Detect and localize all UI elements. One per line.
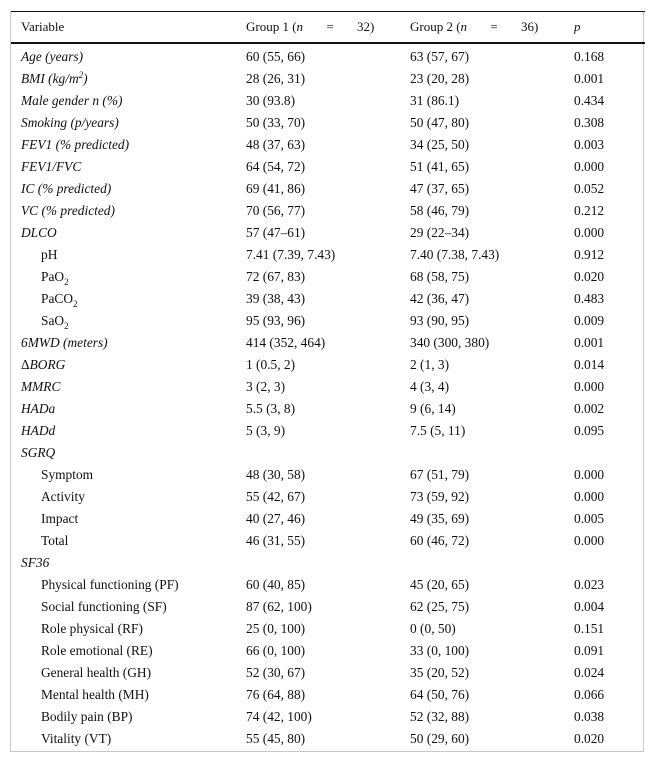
table-row: [11, 178, 645, 200]
row-group1-value: 7.41 (7.39, 7.43): [246, 247, 336, 262]
row-p-value: 0.308: [574, 115, 605, 130]
row-p-value: 0.020: [574, 269, 605, 284]
row-p-value: 0.002: [574, 401, 605, 416]
row-group1-value: 76 (64, 88): [246, 687, 306, 702]
table-header-row: [11, 12, 645, 44]
row-group2-value: 58 (46, 79): [410, 203, 470, 218]
table-row: [11, 43, 645, 68]
row-group1-value: 50 (33, 70): [246, 115, 306, 130]
row-p-value: 0.483: [574, 291, 605, 306]
row-group2-value: 7.5 (5, 11): [410, 423, 466, 438]
comparison-table: [11, 11, 645, 750]
row-p-value: 0.020: [574, 731, 605, 746]
row-label: FEV1 (% predicted): [21, 137, 130, 152]
row-label: DLCO: [21, 225, 57, 240]
row-group2-value: 63 (57, 67): [410, 49, 470, 64]
row-group1-value: [236, 552, 400, 574]
row-group2-value: 67 (51, 79): [410, 467, 470, 482]
table-row: [11, 68, 645, 90]
row-label: pH: [41, 247, 58, 262]
header-p: p: [564, 12, 645, 44]
row-label: VC (% predicted): [21, 203, 115, 218]
row-label: Mental health (MH): [41, 687, 149, 702]
data-table-container: [10, 11, 644, 752]
row-p-value: 0.038: [574, 709, 605, 724]
row-p-value: 0.001: [574, 335, 605, 350]
row-group2-value: 31 (86.1): [410, 93, 460, 108]
row-label: Smoking (p/years): [21, 115, 119, 130]
header-group1-n: n: [296, 19, 304, 34]
row-group1-value: 48 (30, 58): [246, 467, 306, 482]
row-group1-value: 60 (40, 85): [246, 577, 306, 592]
table-row: [11, 596, 645, 618]
row-group1-value: 1 (0.5, 2): [246, 357, 296, 372]
row-label: Impact: [41, 511, 79, 526]
table-row: [11, 706, 645, 728]
row-label: HADd: [21, 423, 56, 438]
row-group1-value: 48 (37, 63): [246, 137, 306, 152]
row-p-value: 0.004: [574, 599, 605, 614]
row-group2-value: 33 (0, 100): [410, 643, 470, 658]
row-p-value: 0.912: [574, 247, 605, 262]
row-group2-value: 35 (20, 52): [410, 665, 470, 680]
header-group2-count: 36): [521, 19, 539, 34]
row-group2-value: 64 (50, 76): [410, 687, 470, 702]
table-row: [11, 332, 645, 354]
table-row: [11, 90, 645, 112]
row-group1-value: 25 (0, 100): [246, 621, 306, 636]
row-group1-value: 52 (30, 67): [246, 665, 306, 680]
row-p-value: [564, 552, 645, 574]
header-group2-n: n: [460, 19, 468, 34]
header-group2-eq: =: [490, 19, 498, 34]
row-group2-value: 4 (3, 4): [410, 379, 450, 394]
table-row: [11, 244, 645, 266]
row-group2-value: 50 (47, 80): [410, 115, 470, 130]
header-group1-prefix: Group 1 (: [246, 19, 297, 34]
row-group2-value: 45 (20, 65): [410, 577, 470, 592]
table-row: [11, 662, 645, 684]
row-p-value: 0.000: [574, 533, 605, 548]
row-p-value: 0.009: [574, 313, 605, 328]
row-label: Social functioning (SF): [41, 599, 167, 614]
row-label: Activity: [41, 489, 85, 504]
row-label: HADa: [21, 401, 56, 416]
row-p-value: 0.095: [574, 423, 605, 438]
row-label: Vitality (VT): [41, 731, 112, 746]
row-group1-value: 55 (45, 80): [246, 731, 306, 746]
row-group1-value: 414 (352, 464): [246, 335, 326, 350]
row-label: Physical functioning (PF): [41, 577, 179, 592]
row-label: Symptom: [41, 467, 94, 482]
row-p-value: 0.023: [574, 577, 605, 592]
table-row: [11, 200, 645, 222]
row-group1-value: 39 (38, 43): [246, 291, 306, 306]
row-label: PaO$_2$: [41, 269, 69, 287]
table-row: [11, 288, 645, 310]
row-group1-value: [236, 442, 400, 464]
row-group2-value: 2 (1, 3): [410, 357, 450, 372]
row-group1-value: 57 (47–61): [246, 225, 306, 240]
row-group1-value: 60 (55, 66): [246, 49, 306, 64]
row-label: Bodily pain (BP): [41, 709, 133, 724]
row-group2-value: 62 (25, 75): [410, 599, 470, 614]
row-group2-value: 73 (59, 92): [410, 489, 470, 504]
row-label: Total: [41, 533, 69, 548]
row-p-value: 0.066: [574, 687, 605, 702]
row-label: MMRC: [21, 379, 61, 394]
row-label: General health (GH): [41, 665, 152, 680]
row-p-value: 0.003: [574, 137, 605, 152]
row-label: BMI $(kg/m^2)$: [21, 70, 88, 86]
header-group2: [400, 12, 564, 44]
row-p-value: 0.000: [574, 225, 605, 240]
table-row: [11, 156, 645, 178]
row-group1-value: 5.5 (3, 8): [246, 401, 296, 416]
row-group2-value: [400, 442, 564, 464]
header-group1-eq: =: [326, 19, 334, 34]
table-row: [11, 222, 645, 244]
table-row: [11, 398, 645, 420]
row-group1-value: 95 (93, 96): [246, 313, 306, 328]
row-group1-value: 74 (42, 100): [246, 709, 312, 724]
row-group2-value: 34 (25, 50): [410, 137, 470, 152]
row-group1-value: 87 (62, 100): [246, 599, 312, 614]
row-p-value: 0.052: [574, 181, 605, 196]
table-row: [11, 134, 645, 156]
row-label: IC (% predicted): [21, 181, 112, 196]
row-group1-value: 55 (42, 67): [246, 489, 306, 504]
row-p-value: 0.168: [574, 49, 605, 64]
table-row: [11, 420, 645, 442]
row-p-value: 0.000: [574, 379, 605, 394]
row-group2-value: [400, 552, 564, 574]
row-group1-value: 66 (0, 100): [246, 643, 306, 658]
header-variable: Variable: [11, 12, 236, 44]
row-group2-value: 51 (41, 65): [410, 159, 470, 174]
table-row: [11, 112, 645, 134]
row-p-value: 0.000: [574, 467, 605, 482]
row-group2-value: 340 (300, 380): [410, 335, 490, 350]
row-group1-value: 30 (93.8): [246, 93, 296, 108]
row-group2-value: 9 (6, 14): [410, 401, 456, 416]
row-p-value: [564, 442, 645, 464]
row-label: Male gender n (%): [21, 93, 123, 108]
table-row: [11, 354, 645, 376]
row-p-value: 0.212: [574, 203, 605, 218]
row-p-value: 0.014: [574, 357, 605, 372]
row-group1-value: 70 (56, 77): [246, 203, 306, 218]
row-label: FEV1/FVC: [21, 159, 82, 174]
row-p-value: 0.091: [574, 643, 605, 658]
table-row: [11, 574, 645, 596]
row-group1-value: 40 (27, 46): [246, 511, 306, 526]
row-label: SaO$_2$: [41, 313, 69, 331]
row-group2-value: 0 (0, 50): [410, 621, 456, 636]
row-group2-value: 68 (58, 75): [410, 269, 470, 284]
table-row: [11, 310, 645, 332]
row-group2-value: 50 (29, 60): [410, 731, 470, 746]
row-group1-value: 64 (54, 72): [246, 159, 306, 174]
row-group2-value: 23 (20, 28): [410, 71, 470, 86]
row-p-value: 0.001: [574, 71, 605, 86]
row-label: ΔBORG: [21, 357, 66, 372]
table-row: [11, 266, 645, 288]
row-group2-value: 52 (32, 88): [410, 709, 470, 724]
row-group1-value: 69 (41, 86): [246, 181, 306, 196]
table-row: [11, 508, 645, 530]
row-p-value: 0.005: [574, 511, 605, 526]
row-group1-value: 5 (3, 9): [246, 423, 286, 438]
row-group2-value: 29 (22–34): [410, 225, 470, 240]
row-group2-value: 47 (37, 65): [410, 181, 470, 196]
table-row: [11, 684, 645, 706]
row-label: Role physical (RF): [41, 621, 143, 636]
table-row: [11, 376, 645, 398]
section-label: SGRQ: [21, 445, 56, 460]
table-row: [11, 728, 645, 750]
table-row: [11, 530, 645, 552]
row-group2-value: 49 (35, 69): [410, 511, 470, 526]
row-p-value: 0.024: [574, 665, 605, 680]
row-p-value: 0.151: [574, 621, 605, 636]
row-label: PaCO$_2$: [41, 291, 78, 309]
row-p-value: 0.434: [574, 93, 605, 108]
row-group2-value: 42 (36, 47): [410, 291, 470, 306]
row-group1-value: 3 (2, 3): [246, 379, 286, 394]
row-group2-value: 93 (90, 95): [410, 313, 470, 328]
row-label: 6MWD (meters): [21, 335, 108, 350]
table-row: [11, 618, 645, 640]
header-group1: [236, 12, 400, 44]
table-section-row: [11, 442, 645, 464]
row-group2-value: 60 (46, 72): [410, 533, 470, 548]
row-group1-value: 72 (67, 83): [246, 269, 306, 284]
row-label: Age (years): [21, 49, 84, 64]
row-group1-value: 46 (31, 55): [246, 533, 306, 548]
section-label: SF36: [21, 555, 50, 570]
table-row: [11, 486, 645, 508]
header-group1-count: 32): [357, 19, 375, 34]
row-group2-value: 7.40 (7.38, 7.43): [410, 247, 500, 262]
table-row: [11, 464, 645, 486]
table-section-row: [11, 552, 645, 574]
table-row: [11, 640, 645, 662]
row-group1-value: 28 (26, 31): [246, 71, 306, 86]
header-group2-prefix: Group 2 (: [410, 19, 461, 34]
row-p-value: 0.000: [574, 489, 605, 504]
row-p-value: 0.000: [574, 159, 605, 174]
row-label: Role emotional (RE): [41, 643, 153, 658]
